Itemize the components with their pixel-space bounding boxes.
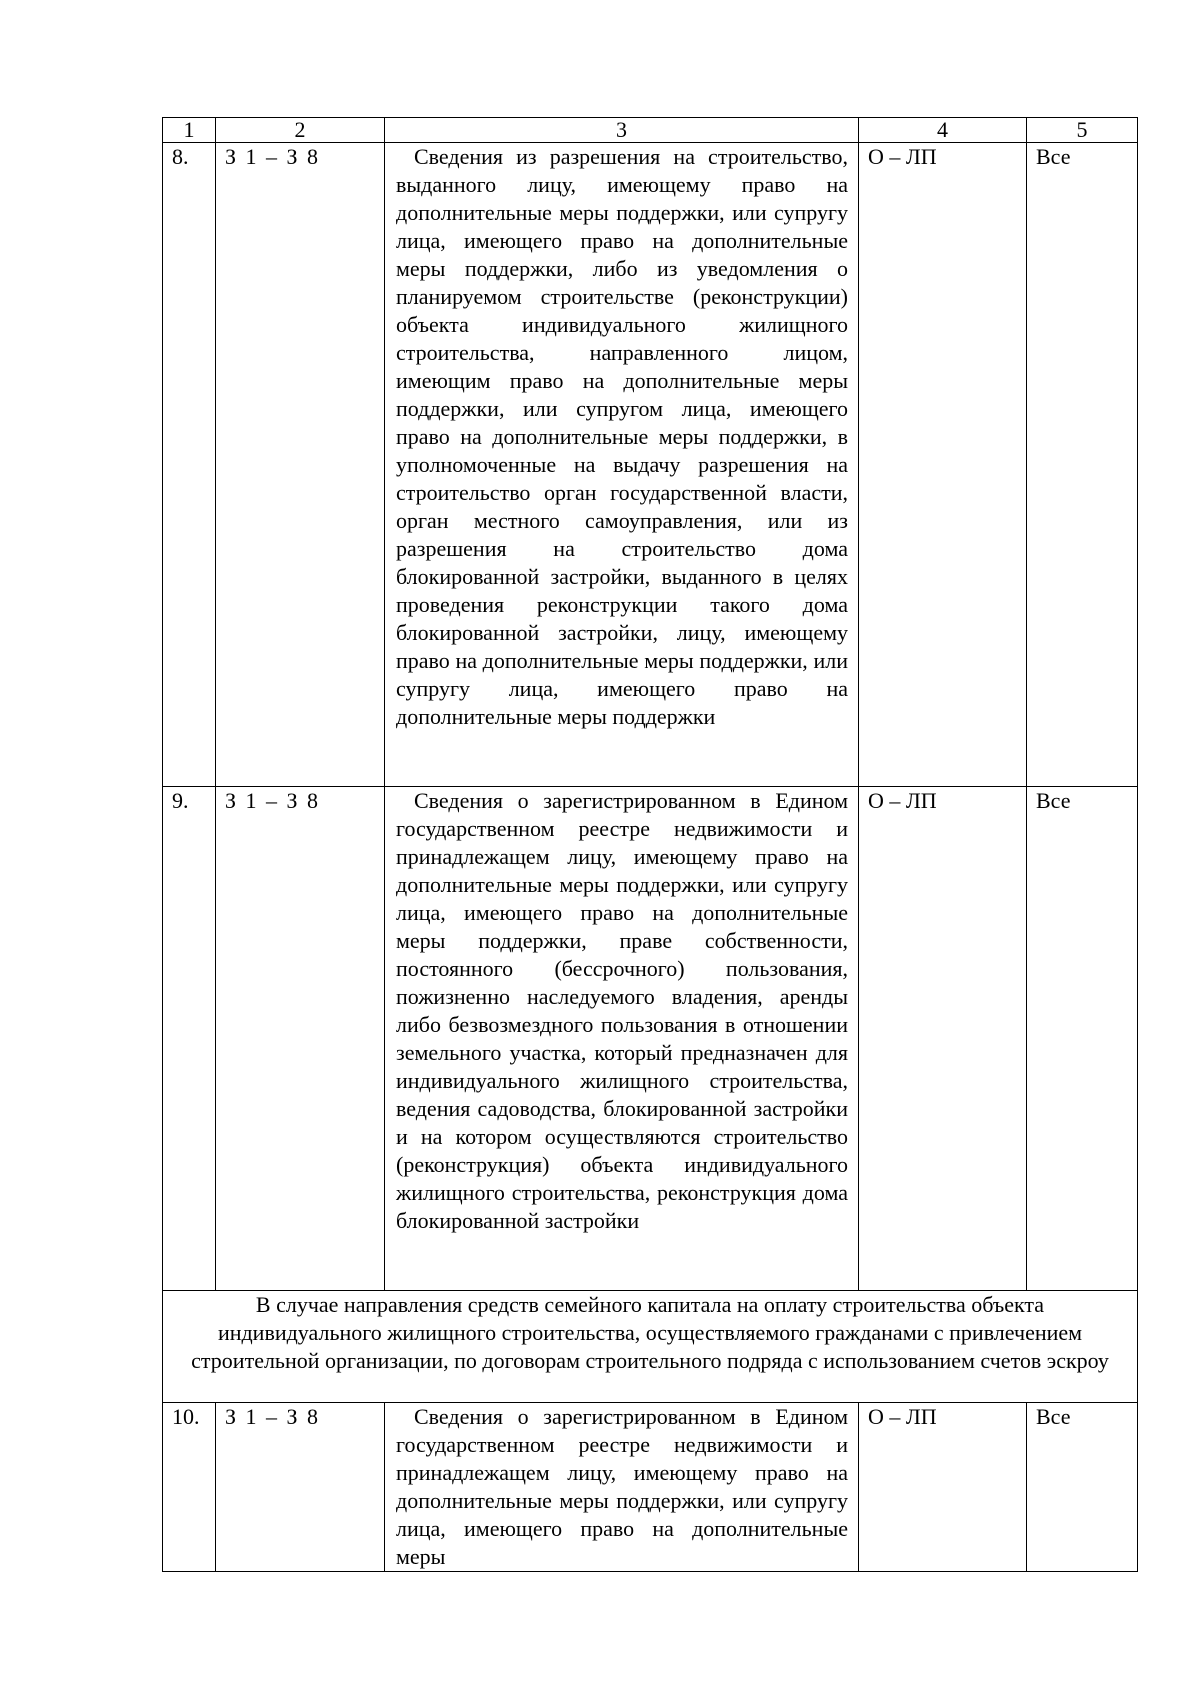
row-col5: Все [1027,1403,1138,1572]
row-col5: Все [1027,143,1138,787]
row-number: 8. [163,143,216,787]
row-code: З 1 – З 8 [216,787,385,1291]
row-code: З 1 – З 8 [216,1403,385,1572]
row-description-text: Сведения о зарегистрированном в Едином государственном реестре недвижимости и принадлежащем лицу, имеющему право на дополнительные меры поддержки, или супругу лица, имеющего право на дополнительные меры [396,1404,848,1569]
header-cell-5: 5 [1027,118,1138,143]
row-col4: О – ЛП [859,1403,1027,1572]
row-description [385,787,859,1291]
header-cell-3: 3 [385,118,859,143]
document-table [162,117,1138,1572]
row-code: З 1 – З 8 [216,143,385,787]
row-description-text: Сведения из разрешения на строительство, выданного лицу, имеющему право на дополнительные меры поддержки, или супругу лица, имеющего право на дополнительные меры поддержки, либо из уведомления о планируемом строительстве (реконструкции) объекта индивидуального жилищного строительства, направленного лицом, имеющим право на дополнительные меры поддержки, или супругом лица, имеющего право на дополнительные меры поддержки, в уполномоченные на выдачу разрешения на строительство орган государственной власти, орган местного самоуправления, или из разрешения на строительство дома блокированной застройки, выданного в целях проведения реконструкции такого дома блокированной застройки, лицу, имеющему право на дополнительные меры поддержки, или супругу лица, имеющего право на дополнительные меры поддержки [396,144,848,729]
row-description-text: Сведения о зарегистрированном в Едином государственном реестре недвижимости и принадлежащем лицу, имеющему право на дополнительные меры поддержки, или супругу лица, имеющего право на дополнительные меры поддержки, праве собственности, постоянного (бессрочного) пользования, пожизненно наследуемого владения, аренды либо безвозмездного пользования в отношении земельного участка, который предназначен для индивидуального жилищного строительства, ведения садоводства, блокированной застройки и на котором осуществляются строительство (реконструкция) объекта индивидуального жилищного строительства, реконструкция дома блокированной застройки [396,788,848,1233]
header-cell-2: 2 [216,118,385,143]
table-row [163,1403,1138,1572]
row-description [385,143,859,787]
row-col4: О – ЛП [859,787,1027,1291]
row-description [385,1403,859,1572]
section-heading: В случае направления средств семейного капитала на оплату строительства объекта индивидуального жилищного строительства, осуществляемого гражданами с привлечением строительной организации, по договорам строительного подряда с использованием счетов эскроу [163,1291,1138,1403]
table-row [163,787,1138,1291]
header-cell-1: 1 [163,118,216,143]
row-number: 10. [163,1403,216,1572]
header-cell-4: 4 [859,118,1027,143]
section-row [163,1291,1138,1403]
row-col4: О – ЛП [859,143,1027,787]
row-number: 9. [163,787,216,1291]
row-col5: Все [1027,787,1138,1291]
header-row [163,118,1138,143]
table-row [163,143,1138,787]
